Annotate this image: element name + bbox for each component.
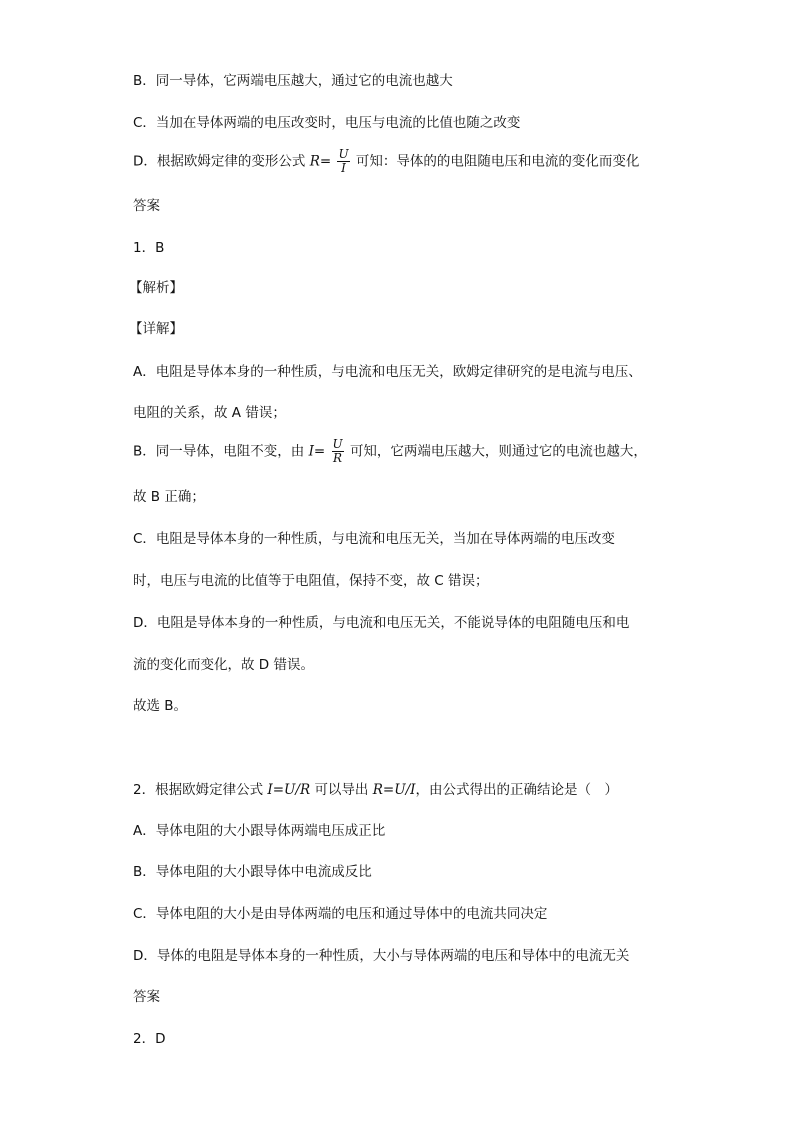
q1-explanation-b-var: I	[308, 443, 314, 460]
q1-option-d	[133, 148, 639, 175]
q1-explanation-b-eq: =	[313, 443, 326, 460]
q2-formula-1: I=U/R	[267, 782, 311, 798]
q2-option-a: A．导体电阻的大小跟导体两端电压成正比	[133, 823, 386, 839]
q1-explanation-b-suffix: 可知，它两端电压越大，则通过它的电流也越大，	[349, 443, 647, 460]
q2-option-d: D．导体的电阻是导体本身的一种性质，大小与导体两端的电压和导体中的电流无关	[133, 948, 630, 964]
q1-option-c: C．当加在导体两端的电压改变时，电压与电流的比值也随之改变	[133, 115, 521, 131]
q2-stem-suffix: ，由公式得出的正确结论是（ ）	[415, 782, 618, 798]
q1-option-d-fraction	[337, 148, 349, 175]
q1-explanation-b-denominator: R	[333, 451, 343, 465]
q1-explanation-c-line2: 时，电压与电流的比值等于电阻值，保持不变，故 C 错误；	[133, 573, 489, 589]
q1-explanation-c-line1: C．电阻是导体本身的一种性质，与电流和电压无关，当加在导体两端的电压改变	[133, 531, 615, 547]
q2-stem-mid: 可以导出	[314, 782, 369, 798]
q1-explanation-b-line1	[133, 438, 647, 465]
q1-explanation-a-line2: 电阻的关系，故 A 错误；	[133, 405, 286, 421]
q1-explanation-b-numerator: U	[332, 437, 343, 451]
q1-explanation-d-line2: 流的变化而变化，故 D 错误。	[133, 657, 314, 673]
q1-conclusion: 故选 B。	[133, 698, 188, 714]
q1-explanation-b-prefix: B．同一导体，电阻不变，由	[133, 443, 305, 460]
q1-option-b: B．同一导体，它两端电压越大，通过它的电流也越大	[133, 73, 453, 89]
q1-option-d-var: R	[309, 153, 320, 170]
q1-option-d-denominator: I	[341, 161, 346, 175]
q2-stem-prefix: 2．根据欧姆定律公式	[133, 782, 264, 798]
q1-detail-heading: 【详解】	[129, 321, 183, 337]
q2-option-b: B．导体电阻的大小跟导体中电流成反比	[133, 864, 372, 880]
q1-explanation-d-line1: D．电阻是导体本身的一种性质，与电流和电压无关，不能说导体的电阻随电压和电	[133, 615, 630, 631]
q1-option-d-prefix: D．根据欧姆定律的变形公式	[133, 153, 306, 170]
q1-explanation-b-fraction	[332, 438, 344, 465]
q2-formula-2: R=U/I	[372, 782, 416, 798]
q2-answer-label: 答案	[133, 989, 160, 1005]
q1-answer-value: 1．B	[133, 240, 165, 256]
q1-option-d-numerator: U	[338, 147, 349, 161]
q1-answer-label: 答案	[133, 198, 160, 214]
q2-stem	[133, 781, 618, 799]
q1-explanation-a-line1: A．电阻是导体本身的一种性质，与电流和电压无关，欧姆定律研究的是电流与电压、	[133, 364, 642, 380]
q2-answer-value: 2．D	[133, 1031, 166, 1047]
q2-option-c: C．导体电阻的大小是由导体两端的电压和通过导体中的电流共同决定	[133, 906, 548, 922]
q1-option-d-eq: =	[319, 153, 332, 170]
q1-analysis-heading: 【解析】	[129, 280, 183, 296]
q1-option-d-suffix: 可知：导体的的电阻随电压和电流的变化而变化	[355, 153, 640, 170]
q1-explanation-b-line2: 故 B 正确；	[133, 489, 205, 505]
